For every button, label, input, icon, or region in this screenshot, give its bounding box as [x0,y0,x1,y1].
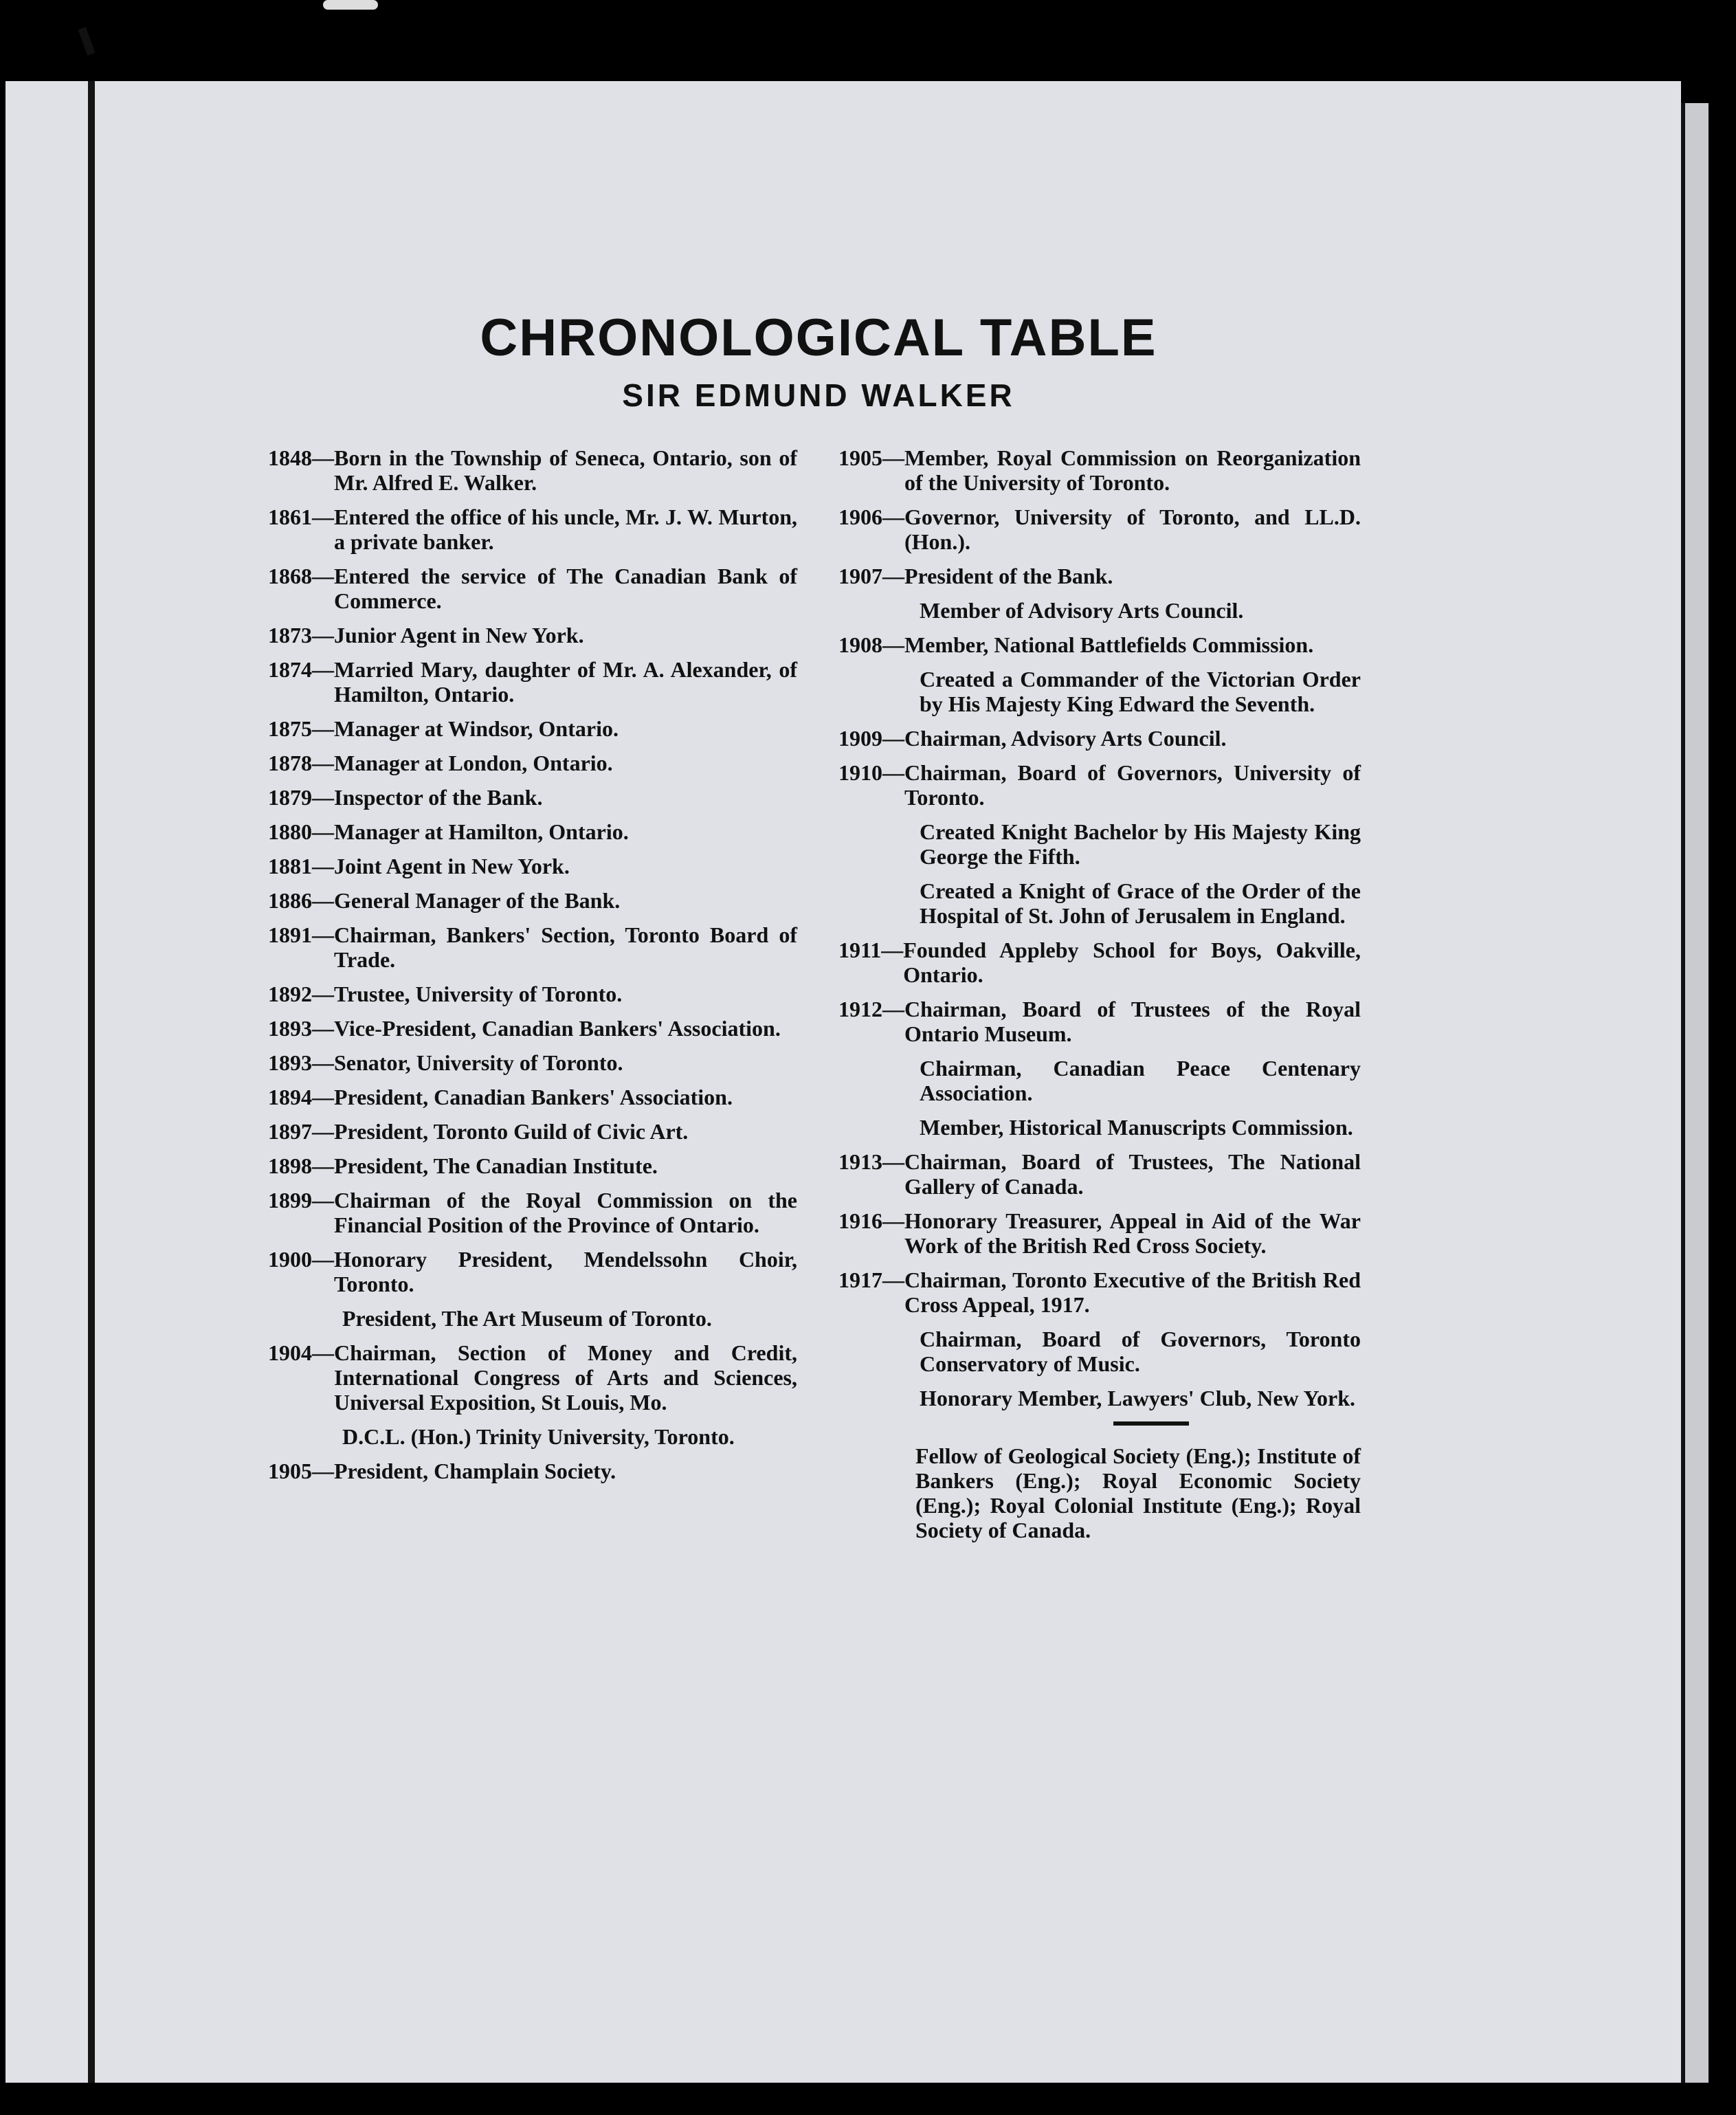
entry-text: Governor, University of Toronto, and LL.D. (Hon.). [904,505,1361,554]
entry-year: 1916— [838,1208,904,1233]
chronology-entry [268,623,797,647]
entry-subtext: Chairman, Board of Governors, Toronto Conservatory of Music. [920,1327,1361,1376]
chronology-entry [838,938,1361,987]
chronology-entry [268,1050,797,1075]
entry-year: 1917— [838,1267,904,1292]
entry-year: 1909— [838,726,904,751]
entry-year: 1875— [268,716,334,741]
entry-year: 1899— [268,1188,334,1212]
entry-year: 1861— [268,505,334,529]
entry-year: 1891— [268,922,334,947]
entry-year: 1894— [268,1085,334,1109]
entry-year: 1874— [268,657,334,682]
chronology-entry [268,1459,797,1483]
chronology-entry [268,922,797,972]
entry-year: 1900— [268,1247,334,1272]
entry-text: Chairman, Section of Money and Credit, International Congress of Arts and Sciences, Universal Exposition, St Louis, Mo. [334,1340,797,1415]
entry-year: 1873— [268,623,334,647]
chronology-entry [268,888,797,913]
entry-text: Entered the service of The Canadian Bank of Commerce. [334,564,797,613]
chronology-entry [268,819,797,844]
entry-text: President, Champlain Society. [334,1459,616,1483]
entry-year: 1913— [838,1149,904,1174]
entry-text: Junior Agent in New York. [334,623,584,647]
entry-year: 1910— [838,760,904,785]
entry-text: President, The Canadian Institute. [334,1153,658,1178]
page-subtitle: SIR EDMUND WALKER [622,377,1015,413]
chronology-entry [268,505,797,554]
entry-subtext: Member of Advisory Arts Council. [920,598,1244,623]
chronology-entry [268,1247,797,1296]
entry-year: 1878— [268,751,334,775]
entry-text: Chairman, Board of Trustees, The National Gallery of Canada. [904,1149,1361,1199]
entry-year: 1905— [838,445,904,470]
entry-text: Vice-President, Canadian Bankers' Association. [334,1016,781,1041]
chronology-entry [268,785,797,810]
entry-year: 1868— [268,564,334,588]
entry-year: 1893— [268,1050,334,1075]
entry-year: 1912— [838,997,904,1021]
entry-text: Chairman, Board of Trustees of the Royal Ontario Museum. [904,997,1361,1046]
left-column [268,445,797,1493]
chronology-entry [268,982,797,1006]
chronology-entry [268,657,797,707]
entry-year: 1893— [268,1016,334,1041]
entry-year: 1911— [838,938,904,962]
chronology-entry [268,716,797,741]
page-edge-strip [1681,103,1709,2083]
chronology-entry [268,751,797,775]
chronology-entry [838,1149,1361,1199]
entry-text: Born in the Township of Seneca, Ontario, son of Mr. Alfred E. Walker. [334,445,797,495]
chronology-entry [838,445,1361,495]
entry-subtext: President, The Art Museum of Toronto. [342,1306,712,1331]
entry-text: President, Canadian Bankers' Association. [334,1085,733,1109]
entry-text: Honorary Treasurer, Appeal in Aid of the War Work of the British Red Cross Society. [904,1208,1361,1258]
entry-text: Chairman, Bankers' Section, Toronto Board of Trade. [334,922,797,972]
chronology-entry [838,997,1361,1046]
entry-text: Trustee, University of Toronto. [334,982,623,1006]
entry-subtext: Chairman, Canadian Peace Centenary Association. [920,1056,1361,1105]
entry-text: President, Toronto Guild of Civic Art. [334,1119,689,1144]
chronology-entry [838,1267,1361,1317]
entry-text: Honorary President, Mendelssohn Choir, Toronto. [334,1247,797,1296]
entry-text: Chairman, Toronto Executive of the British Red Cross Appeal, 1917. [904,1267,1361,1317]
entry-year: 1898— [268,1153,334,1178]
chronology-entry [268,1340,797,1415]
entry-text: Joint Agent in New York. [334,854,570,878]
chronology-entry [268,1153,797,1178]
chronology-entry [838,505,1361,554]
entry-year: 1892— [268,982,334,1006]
entry-year: 1907— [838,564,904,588]
entry-year: 1908— [838,632,904,657]
entry-subtext: Created a Commander of the Victorian Order by His Majesty King Edward the Seventh. [920,667,1361,716]
entry-year: 1905— [268,1459,334,1483]
entry-year: 1904— [268,1340,334,1365]
entry-year: 1906— [838,505,904,529]
entry-subtext: Created Knight Bachelor by His Majesty King George the Fifth. [920,819,1361,869]
entry-subtext: Honorary Member, Lawyers' Club, New York. [920,1386,1356,1410]
scan-artifact [323,0,378,10]
entry-text: Member, National Battlefields Commission. [904,632,1314,657]
entry-text: Chairman, Board of Governors, University of Toronto. [904,760,1361,810]
chronology-entry [838,760,1361,810]
section-divider [1113,1421,1189,1426]
entry-text: Founded Appleby School for Boys, Oakville, Ontario. [903,938,1361,987]
right-column [838,445,1361,1542]
entry-year: 1897— [268,1119,334,1144]
entry-text: Chairman, Advisory Arts Council. [904,726,1227,751]
entry-text: Senator, University of Toronto. [334,1050,623,1075]
page-title: CHRONOLOGICAL TABLE [480,309,1157,367]
chronology-entry [268,445,797,495]
chronology-entry [838,726,1361,751]
entry-text: Member, Royal Commission on Reorganization of the University of Toronto. [904,445,1361,495]
entry-text: Manager at Hamilton, Ontario. [334,819,629,844]
chronology-entry [268,1119,797,1144]
entry-year: 1881— [268,854,334,878]
chronology-entry [268,564,797,613]
entry-subtext: Created a Knight of Grace of the Order of the Hospital of St. John of Jerusalem in England. [920,878,1361,928]
entry-year: 1880— [268,819,334,844]
entry-subtext: D.C.L. (Hon.) Trinity University, Toronto. [342,1424,735,1449]
chronology-entry [268,1085,797,1109]
chronology-entry [268,1188,797,1237]
entry-text: Manager at Windsor, Ontario. [334,716,619,741]
entry-year: 1848— [268,445,334,470]
chronology-entry [268,854,797,878]
entry-subtext: Member, Historical Manuscripts Commission. [920,1115,1353,1140]
entry-text: President of the Bank. [904,564,1113,588]
entry-year: 1879— [268,785,334,810]
entry-text: Married Mary, daughter of Mr. A. Alexander, of Hamilton, Ontario. [334,657,797,707]
chronology-entry [838,564,1361,588]
chronology-entry [838,632,1361,657]
chronology-entry [838,1208,1361,1258]
entry-text: Chairman of the Royal Commission on the Financial Position of the Province of Ontario. [334,1188,797,1237]
entry-text: Manager at London, Ontario. [334,751,613,775]
societies-note: Fellow of Geological Society (Eng.); Institute of Bankers (Eng.); Royal Economic Society (Eng.); Royal Colonial Institute (Eng.); Royal Society of Canada. [915,1443,1361,1542]
entry-text: Entered the office of his uncle, Mr. J. W. Murton, a private banker. [334,505,797,554]
entry-text: General Manager of the Bank. [334,888,621,913]
chronology-entry [268,1016,797,1041]
entry-year: 1886— [268,888,334,913]
entry-text: Inspector of the Bank. [334,785,543,810]
